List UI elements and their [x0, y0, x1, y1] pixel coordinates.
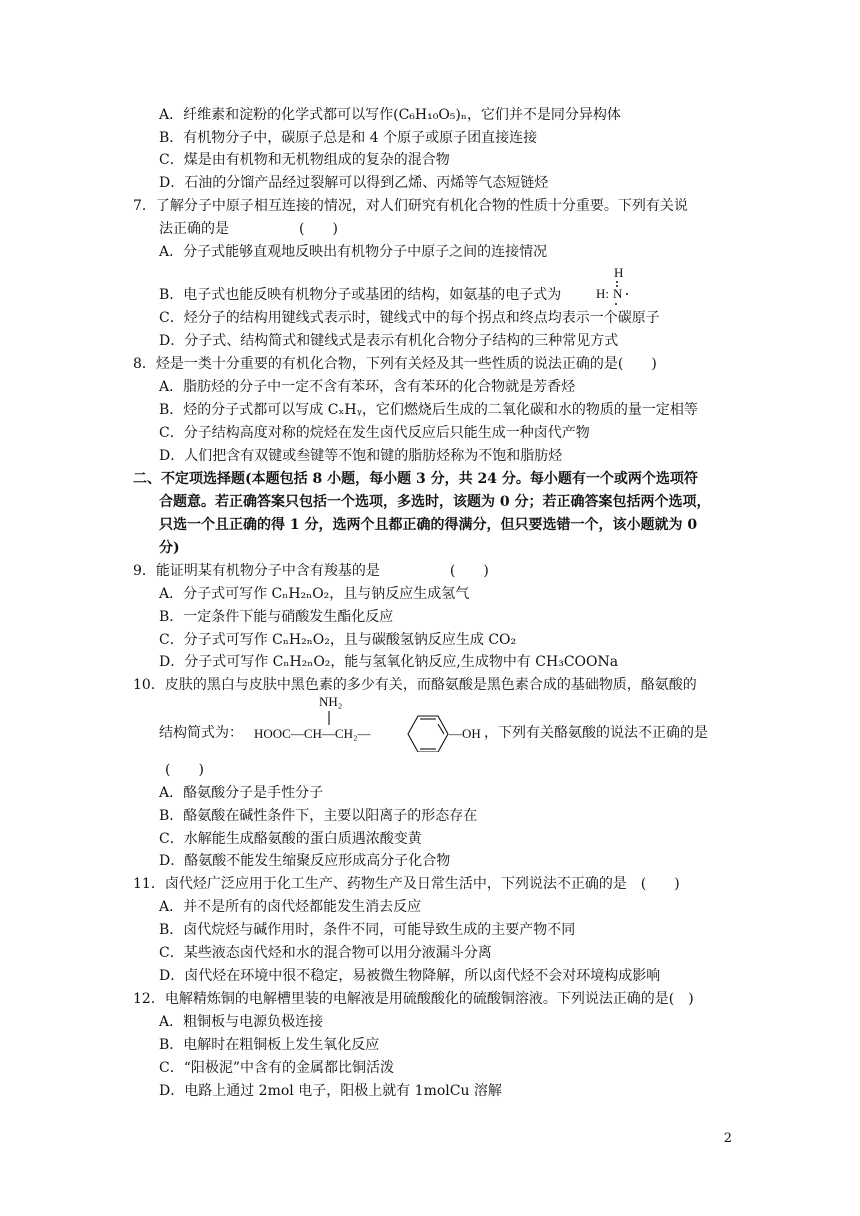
formula-h-top: H	[614, 265, 624, 280]
tyrosine-nh2: NH₂	[319, 694, 343, 709]
q10-stem: 10．皮肤的黑白与皮肤中黑色素的多少有关，而酪氨酸是黑色素合成的基础物质，酪氨酸的	[133, 677, 697, 693]
q11-option-a: A．并不是所有的卤代烃都能发生消去反应	[159, 899, 422, 915]
q12-option-c: C．“阳极泥”中含有的金属都比铜活泼	[159, 1060, 395, 1076]
tyrosine-chain: HOOC—CH—CH₂—	[254, 726, 371, 741]
q10-option-b: B．酪氨酸在碱性条件下，主要以阳离子的形态存在	[159, 808, 478, 824]
q7-option-c: C．烃分子的结构用键线式表示时，键线式中的每个拐点和终点均表示一个碳原子	[159, 310, 660, 326]
q10-option-c: C．水解能生成酪氨酸的蛋白质遇浓酸变黄	[159, 831, 422, 847]
q9-option-d: D．分子式可写作 CₙH₂ₙO₂，能与氢氧化钠反应,生成物中有 CH₃COONa	[159, 654, 619, 670]
formula-h-left: H:	[596, 286, 609, 301]
q6-option-c: C．煤是由有机物和无机物组成的复杂的混合物	[159, 152, 450, 168]
q7-stem: 7．了解分子中原子相互连接的情况，对人们研究有机化合物的性质十分重要。下列有关说	[133, 198, 688, 214]
q10-stem-cont: ，下列有关酪氨酸的说法不正确的是	[484, 725, 708, 741]
q7-option-d: D．分子式、结构简式和键线式是表示有机化合物分子结构的三种常见方式	[159, 333, 619, 349]
q12-option-a: A．粗铜板与电源负极连接	[159, 1014, 324, 1030]
q8-option-b: B．烃的分子式都可以写成 CₓHᵧ，它们燃烧后生成的二氧化碳和水的物质的量一定相等	[159, 402, 698, 418]
q11-option-b: B．卤代烷烃与碱作用时，条件不同，可能导致生成的主要产物不同	[159, 922, 576, 938]
q6-option-d: D．石油的分馏产品经过裂解可以得到乙烯、丙烯等气态短链烃	[159, 175, 549, 191]
q12-option-d: D．电路上通过 2mol 电子，阳极上就有 1molCu 溶解	[159, 1083, 502, 1099]
q8-option-c: C．分子结构高度对称的烷烃在发生卤代反应后只能生成一种卤代产物	[159, 425, 590, 441]
q10-option-a: A．酪氨酸分子是手性分子	[159, 785, 324, 801]
q8-option-a: A．脂肪烃的分子中一定不含有苯环，含有苯环的化合物就是芳香烃	[159, 379, 576, 395]
q8-stem: 8．烃是一类十分重要的有机化合物，下列有关烃及其一些性质的说法正确的是( )	[133, 356, 657, 372]
section-2-heading: 二、不定项选择题(本题包括 8 小题，每小题 3 分，共 24 分。每小题有一个或两个选项符	[133, 471, 698, 487]
page-number: 2	[723, 1131, 732, 1146]
section-2-instructions-2: 只选一个且正确的得 1 分，选两个且都正确的得满分，但只要选错一个，该小题就为 0	[159, 517, 698, 533]
q7-stem-cont: 法正确的是 ( )	[159, 221, 338, 237]
tyrosine-structure	[252, 690, 490, 752]
q10-option-d: D．酪氨酸不能发生缩聚反应形成高分子化合物	[159, 853, 451, 869]
q12-stem: 12．电解精炼铜的电解槽里装的电解液是用硫酸酸化的硫酸铜溶液。下列说法正确的是( )	[133, 991, 694, 1007]
q7-option-a: A．分子式能够直观地反映出有机物分子中原子之间的连接情况	[159, 244, 548, 260]
amino-electron-formula	[594, 264, 634, 308]
q9-option-a: A．分子式可写作 CₙH₂ₙO₂，且与钠反应生成氢气	[159, 586, 470, 602]
formula-n: N	[613, 286, 623, 301]
tyrosine-oh: —OH	[449, 726, 481, 741]
section-2-instructions-3: 分)	[159, 540, 180, 556]
q9-option-c: C．分子式可写作 CₙH₂ₙO₂，且与碳酸氢钠反应生成 CO₂	[159, 632, 517, 648]
q11-option-c: C．某些液态卤代烃和水的混合物可以用分液漏斗分离	[159, 945, 492, 961]
q9-option-b: B．一定条件下能与硝酸发生酯化反应	[159, 609, 394, 625]
q12-option-b: B．电解时在粗铜板上发生氧化反应	[159, 1037, 380, 1053]
q8-option-d: D．人们把含有双键或叁键等不饱和键的脂肪烃称为不饱和脂肪烃	[159, 448, 563, 464]
q6-option-b: B．有机物分子中，碳原子总是和 4 个原子或原子团直接连接	[159, 130, 538, 146]
q7-option-b: B．电子式也能反映有机物分子或基团的结构，如氨基的电子式为	[159, 287, 562, 303]
q11-option-d: D．卤代烃在环境中很不稳定，易被微生物降解，所以卤代烃不会对环境构成影响	[159, 968, 661, 984]
q10-answer-blank: ( )	[165, 762, 204, 778]
section-2-instructions-1: 合题意。若正确答案只包括一个选项，多选时，该题为 0 分；若正确答案包括两个选项，	[159, 494, 711, 510]
q6-option-a: A．纤维素和淀粉的化学式都可以写作(C₆H₁₀O₅)ₙ，它们并不是同分异构体	[159, 107, 621, 123]
benzene-ring	[408, 716, 448, 752]
q11-stem: 11．卤代烃广泛应用于化工生产、药物生产及日常生活中，下列说法不正确的是 ( )	[133, 876, 680, 892]
q9-stem: 9．能证明某有机物分子中含有羧基的是 ( )	[133, 563, 489, 579]
q10-formula-label: 结构简式为：	[159, 725, 243, 741]
